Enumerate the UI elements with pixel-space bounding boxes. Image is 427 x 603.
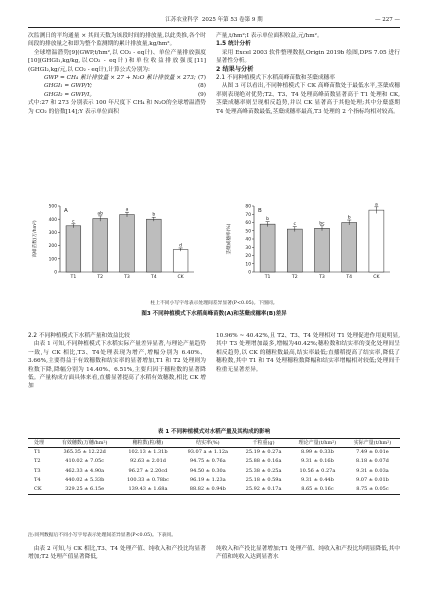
table-cell: 9.07 ± 0.01b (356, 476, 389, 483)
table-cell: 462.33 ± 4.90a (65, 467, 105, 474)
bar (315, 228, 330, 272)
bar (342, 223, 357, 273)
significance-label: a (125, 207, 129, 213)
figure-caption: 图3 不同种植模式下水稻高峰苗数(A)和茎蘖成穗率(B)差异 (141, 311, 287, 317)
table-cell: 92.63 ± 2.01d (129, 458, 166, 465)
panel-letter: A (64, 208, 68, 214)
paragraph: 从图 3 可以看出,不同种植模式下 CK 高峰苗数处于最低水平,茎蘖成穗率则表现绝对优势;T2、T3、T4 处理高峰苗数显著高于 T1 处理和 CK,茎蘖成穗率则呈现相反趋势,并以 CK 显著高于其他处理;其中分蘖盛期 T4 处理高峰苗数最低,茎蘖成穗率最高,T3 处理的 2 个指标均相对较高。 (216, 83, 400, 115)
table-row (28, 476, 400, 485)
table-body (28, 448, 400, 495)
right-column-bottom (216, 545, 400, 562)
table-header-cell: 处理 (34, 440, 45, 446)
table-header-cell: 结实率(%) (195, 440, 220, 446)
significance-label: b (347, 215, 351, 221)
table-cell: T4 (34, 476, 41, 483)
chart-panicle-rate (224, 200, 396, 285)
significance-label: b (152, 212, 156, 218)
y-axis-label: 高峰苗数(万/hm²) (33, 220, 38, 258)
x-tick-label: T2 (97, 275, 104, 280)
bar (120, 215, 135, 272)
table-cell: 139.43 ± 1.68a (128, 486, 168, 493)
table-title: 表 1 不同种植模式对水稻产量及其构成的影响 (157, 429, 271, 435)
y-axis-label: 茎蘖成穗率(%) (227, 223, 232, 255)
section-heading: 1.5 统计分析 (216, 41, 251, 48)
bar (93, 219, 108, 272)
formula-ghgi1: GHGI₁ = GWP/Y; (8) (44, 83, 206, 90)
table-row (28, 485, 400, 495)
table-cell: 8.99 ± 0.33b (300, 449, 334, 456)
left-column-bottom (28, 545, 206, 562)
table-cell: 410.02 ± 7.05c (65, 458, 105, 465)
formula-ghgi2: GHGI₂ = GWP/I。 (9) (44, 91, 206, 98)
section-heading: 2 结果与分析 (216, 65, 254, 73)
bar (369, 210, 384, 272)
table-row (28, 448, 400, 458)
x-tick-label: CK (373, 275, 380, 280)
table-header-cell: 千粒重(g) (252, 440, 275, 446)
y-tick-label: 0 (54, 270, 57, 276)
paragraph: 纯收入和产投比显著增加;T1 处理产值、纯收入和产投比均明显降低,其中产值和纯收入达到显著水 (216, 546, 400, 561)
table-cell: 93.07 a ± 1.12a (187, 449, 228, 456)
bar (173, 250, 188, 272)
table-cell: 9.31 ± 0.03a (356, 467, 389, 474)
y-tick-label: 80 (245, 204, 251, 210)
table-cell: 10.56 ± 0.27a (299, 467, 336, 474)
table-header-cell: 穗粒数(粒/穗) (132, 440, 164, 446)
left-column-top (28, 32, 206, 116)
table-cell: 25.38 ± 0.25a (245, 467, 282, 474)
running-header (28, 14, 400, 26)
y-tick-label: 0 (248, 270, 251, 276)
table-cell: 329.25 ± 6.15e (65, 486, 105, 493)
x-tick-label: T1 (70, 275, 77, 280)
table-header-cell: 实际产量(t/hm²) (353, 440, 392, 446)
table-row (28, 467, 400, 476)
table-cell: 8.75 ± 0.05c (356, 486, 389, 493)
panel-letter: B (258, 208, 262, 214)
paragraph: 全球增温潜势[9](GWP,t/hm²,以 CO₂ - eq计)、单位产量排放强度[10](GHGI₁,kg/kg,以CO₂ - eq计)和单位收益排放强度[11](GHGI₂,kg/元,以 CO₂ - eq计),计算公式分别为: (28, 49, 206, 73)
significance-label: c (293, 222, 297, 228)
paragraph: 10.96% ~ 40.42%,且 T2、T3、T4 处理相对 T1 处理促进作用更明显,其中 T3 处理增加最多,增幅为40.42%;穗粒数和结实率的变化处理间呈相反趋势,以 CK 的穗粒数最高,结实率最低;直播稻提高了结实率,降低了穗粒数,其中 T1 和 T4 处理穗粒数降幅和结实率增幅相对较低;处理间千粒重无显著差异。 (216, 333, 400, 373)
table-cell: T3 (34, 467, 41, 474)
significance-label: a (374, 202, 378, 208)
x-tick-label: T1 (264, 275, 271, 280)
table-header-cell: 有效穗数(万穗/hm²) (61, 440, 108, 446)
bar (260, 224, 275, 272)
table-cell: 9.31 ± 0.16b (300, 458, 334, 465)
y-tick-label: 200 (48, 244, 57, 250)
table-cell: 25.19 ± 0.27a (245, 449, 282, 456)
table-cell: 25.18 ± 0.59a (245, 476, 282, 483)
right-column-top (216, 32, 400, 116)
table-cell: T2 (34, 458, 41, 465)
page-number: — 227 — (375, 17, 400, 23)
significance-label: ab (97, 211, 104, 217)
formula-gwp: GWP = CH₄ 累计排放量 × 27 + N₂O 累计排放量 × 273; (7) (44, 75, 206, 82)
header-rule (28, 27, 400, 28)
x-tick-label: T3 (124, 275, 130, 280)
y-tick-label: 40 (245, 237, 251, 243)
right-column-mid (216, 332, 400, 374)
table-cell: CK (34, 486, 42, 493)
table-cell: 100.33 ± 0.78bc (126, 476, 169, 483)
y-tick-label: 10 (245, 262, 251, 268)
y-tick-label: 50 (245, 229, 251, 235)
table-cell: 25.88 ± 0.16a (245, 458, 282, 465)
y-tick-label: 70 (245, 212, 251, 218)
y-tick-label: 20 (245, 254, 251, 260)
chart-peak-seedlings (30, 200, 200, 285)
table-cell: 102.13 ± 1.31b (128, 449, 168, 456)
significance-label: bc (319, 221, 325, 227)
y-tick-label: 30 (245, 245, 251, 251)
table-cell: 9.31 ± 0.44b (300, 476, 334, 483)
paragraph: 由表 1 可知,不同种植模式下水稻实际产量差异显著,与理论产量趋势一致,与 CK 相比,T3、T4处理表现为增产,增幅分别为 6.40%、3.66%,主要得益于有效穗数和结实率的显著增加,T1 和 T2 处理则为粒数下降,降幅分别为 14.40%、6.51%,主要归因于穗粒数的显著降低。产量构成方面具体来看,直播显著提高了水稻有效穗数,相比 CK 增加 (28, 341, 206, 390)
table-cell: 25.92 ± 0.17a (245, 486, 282, 493)
significance-label: d (179, 243, 183, 249)
paragraph: 采用 Excel 2003 软件整理数据,Origin 2019b 绘图,DPS 7.05 进行显著性分析。 (216, 49, 400, 65)
table-cell: 365.35 ± 12.22d (63, 449, 106, 456)
x-tick-label: CK (177, 275, 184, 280)
table-header-cell: 理论产量(t/hm²) (298, 440, 337, 446)
paragraph: 由表 2 可知,与 CK 相比,T3、T4 处理产值、纯收入和产投比均显著增加;T2 处理产值显著降低, (28, 546, 206, 561)
table-cell: 96.19 ± 1.23a (189, 476, 226, 483)
figure-note: 柱上不同小写字母表示处理间差异显著(P<0.05)。下图同。 (150, 301, 278, 306)
table-cell: 8.65 ± 0.16c (301, 486, 334, 493)
table-cell: T1 (34, 449, 41, 456)
journal-issue: 江苏农业科学 2025 年第 53 卷第 9 期 (165, 17, 263, 23)
x-tick-label: T4 (150, 275, 157, 280)
y-tick-label: 500 (48, 204, 57, 210)
y-tick-label: 100 (48, 257, 57, 263)
table-cell: 94.75 ± 0.76a (189, 458, 226, 465)
bar (287, 229, 302, 272)
section-heading: 2.2 不同种植模式下水稻产量和效益比较 (28, 333, 130, 339)
table-cell: 440.02 ± 5.33b (65, 476, 105, 483)
paragraph: 次监测日的平均通量 × 其间天数为该段时间的排放量,以此类推,各个时间段的排放量之和即为整个监测期的累计排放量,kg/hm²。 (28, 33, 206, 48)
table-cell: 94.50 ± 0.30a (189, 467, 226, 474)
section-heading: 2.1 不同种植模式下水稻高峰苗数和茎蘖成穗率 (216, 75, 335, 82)
paragraph: 式中:27 和 273 分别表示 100 年尺度下 CH₄ 和 N₂O的全球增温潜势为 CO₂ 的倍数[14];Y 表示单位面积 (28, 100, 206, 115)
table-header-row (28, 439, 400, 448)
paragraph: 产量,t/hm²;I 表示单位面积收益,元/hm²。 (216, 33, 323, 39)
table-row (28, 457, 400, 466)
table-cell: 7.49 ± 0.01e (356, 449, 389, 456)
x-tick-label: T4 (346, 275, 353, 280)
x-tick-label: T2 (291, 275, 298, 280)
table-note: 注:同列数据后不同小写字母表示处理间差异显著(P<0.05)。下表同。 (28, 533, 177, 538)
bar (146, 219, 161, 272)
x-tick-label: T3 (319, 275, 325, 280)
table-cell: 8.18 ± 0.07d (356, 458, 389, 465)
significance-label: c (72, 219, 75, 225)
left-column-mid (28, 332, 206, 391)
table-cell: 96.27 ± 2.20cd (128, 467, 168, 474)
y-tick-label: 400 (48, 217, 57, 223)
table-cell: 88.82 ± 0.94b (189, 486, 226, 493)
y-tick-label: 300 (48, 231, 57, 236)
significance-label: b (266, 217, 270, 223)
bar (66, 226, 81, 272)
y-tick-label: 60 (245, 221, 251, 227)
yield-table (28, 438, 400, 495)
